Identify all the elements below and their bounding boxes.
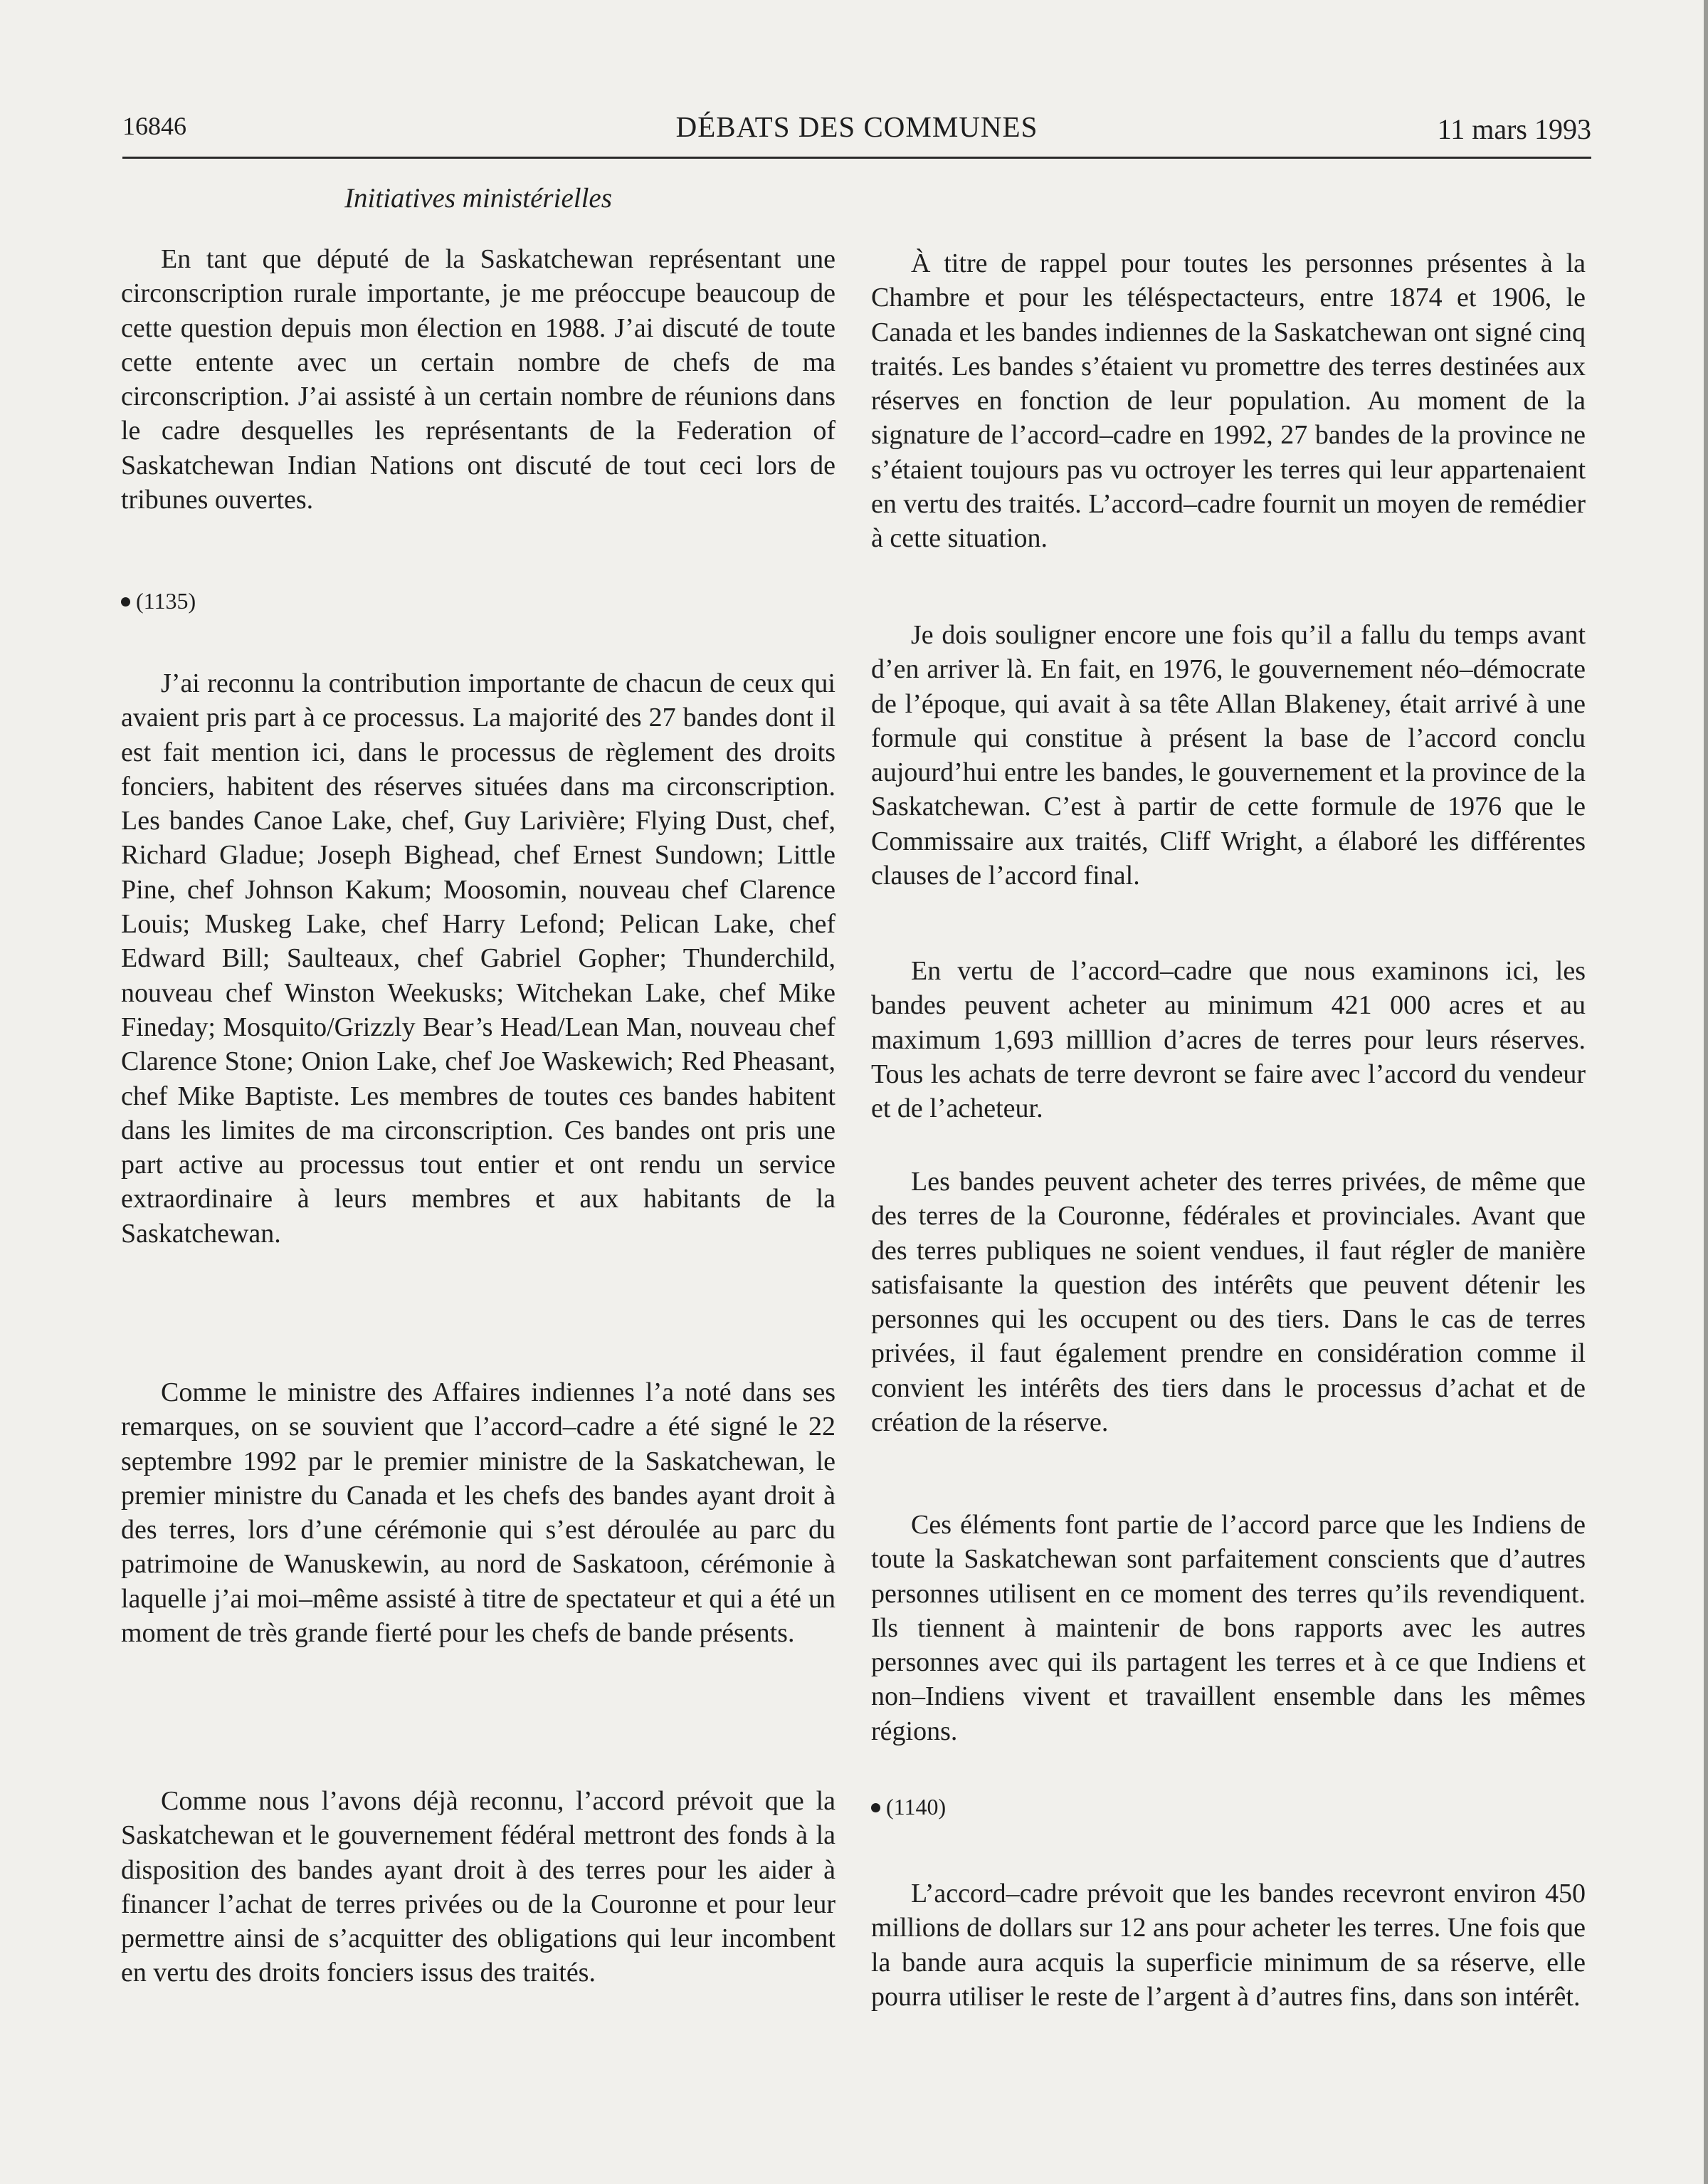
- paragraph-text: Comme le ministre des Affaires indiennes l’a noté dans ses remarques, on se souvient que l’accord–cadre a été signé le 22 septembre 1992 par le premier ministre de la Saskatchewan, le premier ministre du Canada et les chefs des bandes ayant droit à des terres, lors d’une cérémonie qui s’est déroulée au parc du patrimoine de Wanuskewin, au nord de Saskatoon, cérémonie à laquelle j’ai moi–même assisté à titre de spectateur et qui a été un moment de très grande fierté pour les chefs de bande présents.: [121, 1377, 835, 1649]
- page-number: 16846: [122, 112, 186, 140]
- bullet-icon: [871, 1803, 880, 1812]
- paragraph-text: Je dois souligner encore une fois qu’il a fallu du temps avant d’en arriver là. En fait, en 1976, le gouvernement néo–démocrate de l’époque, qui avait à sa tête Allan Blakeney, était arrivé à une formule qui constitue à présent la base de l’accord conclu aujourd’hui entre les bandes, le gouvernement et la province de la Saskatchewan. C’est à partir de cette formule de 1976 que le Commissaire aux traités, Cliff Wright, a élaboré les différentes clauses de l’accord final.: [871, 620, 1586, 891]
- paragraph-text: À titre de rappel pour toutes les personnes présentes à la Chambre et pour les téléspectacteurs, entre 1874 et 1906, le Canada et les bandes indiennes de la Saskatchewan ont signé cinq traités. Les bandes s’étaient vu promettre des terres destinées aux réserves en fonction de leur population. Au moment de la signature de l’accord–cadre en 1992, 27 bandes de la province ne s’étaient toujours pas vu octroyer les terres qui leur appartenaient en vertu des traités. L’accord–cadre fournit un moyen de remédier à cette situation.: [871, 248, 1586, 554]
- paragraph: [871, 954, 1586, 1125]
- paragraph-text: En tant que député de la Saskatchewan représentant une circonscription rurale importante, je me préoccupe beaucoup de cette question depuis mon élection en 1988. J’ai discuté de toute cette entente avec un certain nombre de chefs de ma circonscription. J’ai assisté à un certain nombre de réunions dans le cadre desquelles les représentants de la Federation of Saskatchewan Indian Nations ont discuté de tout ceci lors de tribunes ouvertes.: [121, 244, 835, 515]
- paragraph: [121, 1375, 835, 1650]
- time-marker-text: (1135): [136, 588, 196, 614]
- paragraph: [121, 1784, 835, 1990]
- scan-edge-shadow: [1704, 0, 1708, 2184]
- time-marker-text: (1140): [886, 1794, 947, 1820]
- section-label: Initiatives ministérielles: [344, 183, 612, 214]
- header-date: 11 mars 1993: [1437, 113, 1591, 145]
- paragraph: [871, 1876, 1586, 2014]
- paragraph-text: Les bandes peuvent acheter des terres privées, de même que des terres de la Couronne, fédérales et provinciales. Avant que des terres publiques ne soient vendues, il faut régler de manière satisfaisante la question des intérêts que peuvent détenir les personnes qui les occupent ou des tiers. Dans le cas de terres privées, il faut également prendre en considération comme il convient les intérêts des tiers dans le processus d’achat et de création de la réserve.: [871, 1167, 1586, 1438]
- paragraph-text: En vertu de l’accord–cadre que nous examinons ici, les bandes peuvent acheter au minimum 421 000 acres et au maximum 1,693 milllion d’acres de terres pour leurs réserves. Tous les achats de terre devront se faire avec l’accord du vendeur et de l’acheteur.: [871, 956, 1586, 1124]
- paragraph: [121, 242, 835, 517]
- paragraph: [871, 246, 1586, 556]
- bullet-icon: [121, 597, 130, 607]
- page-header: [122, 107, 1591, 159]
- paragraph: [871, 618, 1586, 893]
- publication-title: DÉBATS DES COMMUNES: [675, 110, 1038, 143]
- time-marker: [121, 588, 196, 614]
- paragraph: [871, 1508, 1586, 1748]
- paragraph: [871, 1165, 1586, 1439]
- time-marker: [871, 1794, 946, 1820]
- paragraph-text: Ces éléments font partie de l’accord parce que les Indiens de toute la Saskatchewan sont parfaitement conscients que d’autres personnes utilisent en ce moment des terres qu’ils revendiquent. Ils tiennent à maintenir de bons rapports avec les autres personnes avec qui ils partagent les terres et à ce que Indiens et non–Indiens vivent et travaillent ensemble dans les mêmes régions.: [871, 1510, 1586, 1746]
- paragraph-text: J’ai reconnu la contribution importante de chacun de ceux qui avaient pris part à ce processus. La majorité des 27 bandes dont il est fait mention ici, dans le processus de règlement des droits fonciers, habitent des réserves situées dans ma circonscription. Les bandes Canoe Lake, chef, Guy Larivière; Flying Dust, chef, Richard Gladue; Joseph Bighead, chef Ernest Sundown; Little Pine, chef Johnson Kakum; Moosomin, nouveau chef Clarence Louis; Muskeg Lake, chef Harry Lefond; Pelican Lake, chef Edward Bill; Saulteaux, chef Gabriel Gopher; Thunderchild, nouveau chef Winston Weekusks; Witchekan Lake, chef Mike Fineday; Mosquito/Grizzly Bear’s Head/Lean Man, nouveau chef Clarence Stone; Onion Lake, chef Joe Waskewich; Red Pheasant, chef Mike Baptiste. Les membres de toutes ces bandes habitent dans les limites de ma circonscription. Ces bandes ont pris une part active au processus tout entier et ont rendu un service extraordinaire à leurs membres et aux habitants de la Saskatchewan.: [121, 668, 835, 1249]
- paragraph: [121, 666, 835, 1251]
- paragraph-text: L’accord–cadre prévoit que les bandes recevront environ 450 millions de dollars sur 12 ans pour acheter les terres. Une fois que la bande aura acquis la superficie minimum de sa réserve, elle pourra utiliser le reste de l’argent à d’autres fins, dans son intérêt.: [871, 1879, 1586, 2012]
- paragraph-text: Comme nous l’avons déjà reconnu, l’accord prévoit que la Saskatchewan et le gouvernement fédéral mettront des fonds à la disposition des bandes ayant droit à des terres pour les aider à financer l’achat de terres privées ou de la Couronne et pour leur permettre ainsi de s’acquitter des obligations qui leur incombent en vertu des droits fonciers issus des traités.: [121, 1786, 835, 1988]
